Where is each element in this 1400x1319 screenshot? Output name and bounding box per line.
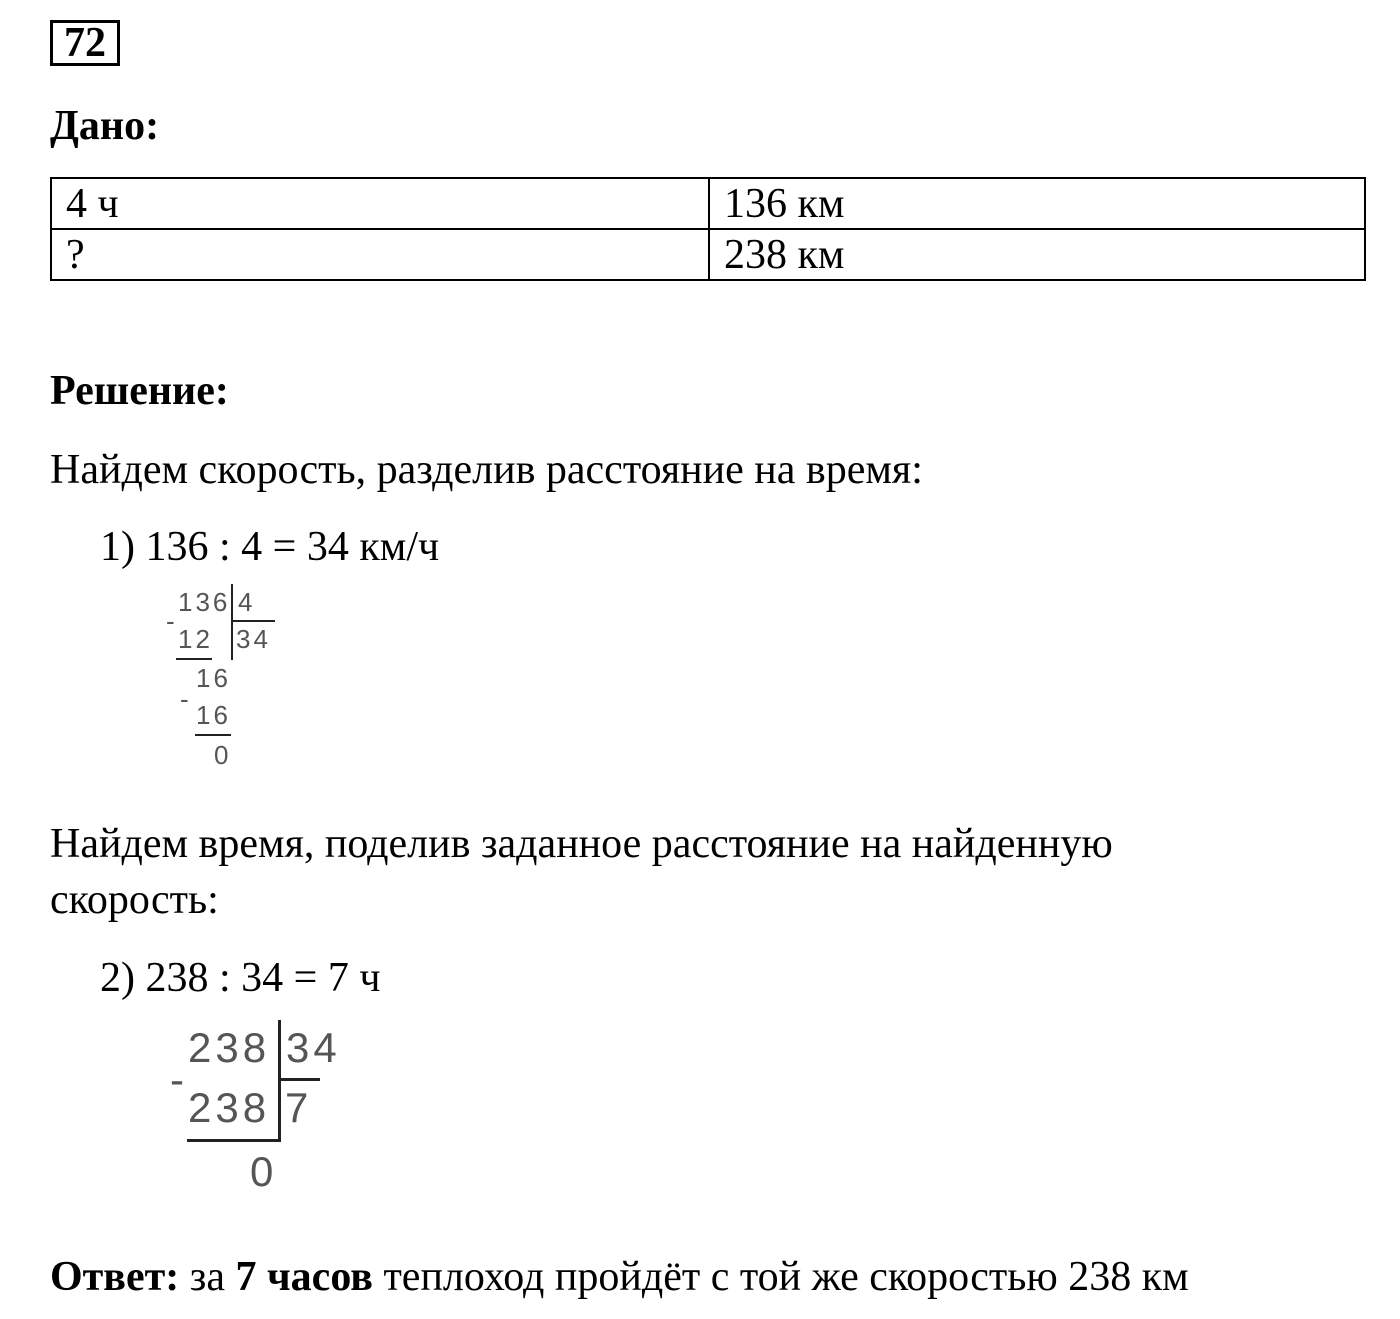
div1-minus-1: - [166, 606, 178, 636]
div2-minus: - [170, 1056, 188, 1103]
answer-label: Ответ: [50, 1254, 180, 1300]
answer [50, 1252, 1189, 1302]
solution-intro-2-line-1: Найдем время, поделив заданное расстояние на найденную [50, 821, 1113, 867]
given-distance-1: 136 км [709, 178, 1365, 229]
div2-sub1-underline [187, 1139, 279, 1142]
div1-dividend: 136 [178, 587, 231, 617]
table-row [51, 229, 1365, 280]
div2-remainder-final: 0 [250, 1148, 278, 1195]
answer-value: 7 часов [235, 1254, 373, 1300]
div1-quotient: 34 [236, 624, 271, 654]
div1-quotient-underline [231, 620, 275, 622]
div1-vertical-bar [231, 584, 233, 660]
div2-quotient: 7 [285, 1084, 313, 1131]
div2-vertical-bar [278, 1020, 281, 1142]
div1-sub-1: 12 [178, 624, 213, 654]
div1-sub-2: 16 [196, 700, 231, 730]
given-heading: Дано: [50, 103, 160, 149]
div2-dividend: 238 [188, 1024, 271, 1071]
div2-sub-1: 238 [188, 1084, 271, 1131]
given-time-2: ? [51, 229, 709, 280]
answer-text-1: за [179, 1254, 236, 1300]
div1-divisor: 4 [238, 587, 256, 617]
div2-divisor: 34 [286, 1024, 341, 1071]
step-2: 2) 238 : 34 = 7 ч [100, 955, 381, 1001]
div1-sub2-underline [195, 734, 231, 736]
solution-heading: Решение: [50, 368, 229, 414]
div1-minus-2: - [180, 684, 192, 714]
div1-sub1-underline [176, 658, 212, 660]
table-row [51, 178, 1365, 229]
given-distance-2: 238 км [709, 229, 1365, 280]
div2-quotient-underline [278, 1078, 320, 1081]
given-time-1: 4 ч [51, 178, 709, 229]
solution-intro-1: Найдем скорость, разделив расстояние на время: [50, 447, 923, 493]
given-table [50, 177, 1366, 281]
solution-intro-2-line-2: скорость: [50, 877, 219, 923]
answer-text-2: теплоход пройдёт с той же скоростью 238 км [372, 1254, 1189, 1300]
div1-remainder-1: 16 [196, 663, 231, 693]
step-1: 1) 136 : 4 = 34 км/ч [100, 524, 440, 570]
problem-number: 72 [50, 20, 120, 66]
div1-remainder-final: 0 [214, 740, 232, 770]
